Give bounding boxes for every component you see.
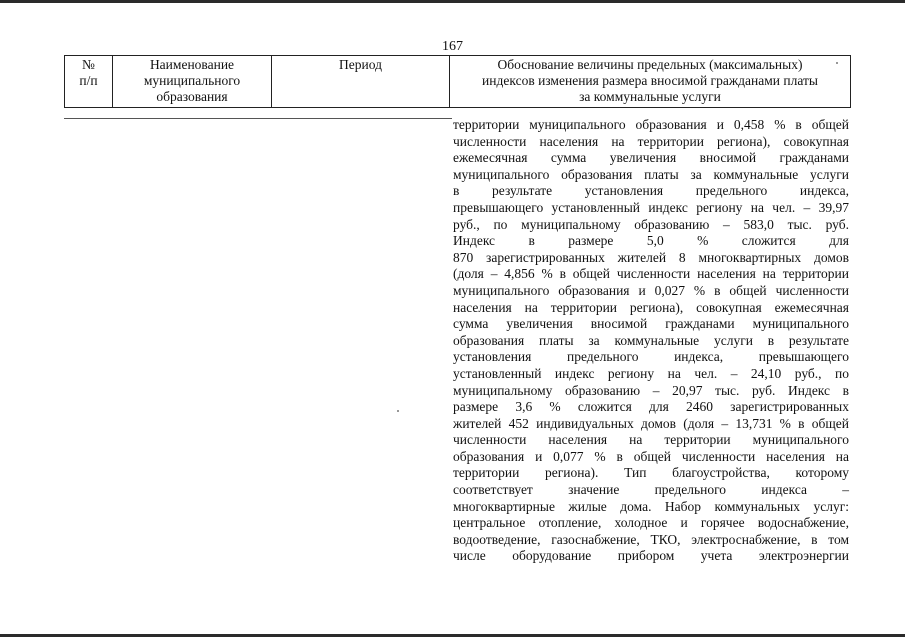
text-line: руб., по муниципальному образованию – 583,0 тыс. руб.: [453, 216, 849, 232]
header-row: [65, 56, 851, 108]
text-line: многоквартирные жилые дома. Набор коммунальных услуг:: [453, 498, 849, 514]
text-line: муниципальному образованию – 20,97 тыс. руб. Индекс в: [453, 382, 849, 398]
header-cell-basis: [450, 56, 851, 108]
text-line: размере 3,6 % сложится для 2460 зарегистрированных: [453, 399, 849, 415]
text-line: населения на территории региона), совокупная ежемесячная: [453, 299, 849, 315]
text-line: 870 зарегистрированных жителей 8 многоквартирных домов: [453, 249, 849, 265]
header-basis-line: за коммунальные услуги: [579, 89, 721, 104]
header-cell-municipality: [113, 56, 272, 108]
header-basis-line: Обоснование величины предельных (максимальных): [497, 57, 803, 72]
text-line: муниципального образования платы за коммунальные услуги: [453, 166, 849, 182]
text-line: центральное отопление, холодное и горячее водоснабжение,: [453, 515, 849, 531]
text-line: образования и 0,077 % в общей численности населения на: [453, 448, 849, 464]
header-cell-period: [272, 56, 450, 108]
text-line: числе оборудование прибором учета электроэнергии: [453, 548, 849, 564]
text-line: превышающего установленный индекс региону на чел. – 39,97: [453, 199, 849, 215]
text-line: численности населения на территории муниципального: [453, 432, 849, 448]
text-line: установленный индекс региону на чел. – 24,10 руб., по: [453, 365, 849, 381]
text-line: в результате установления предельного индекса,: [453, 183, 849, 199]
header-municipality-line: Наименование: [149, 57, 235, 72]
header-number-line: №: [82, 57, 95, 72]
text-line: образования платы за коммунальные услуги в результате: [453, 332, 849, 348]
left-column-rule: [64, 118, 452, 119]
text-line: территории муниципального образования и 0,458 % в общей: [453, 117, 849, 132]
header-municipality-line: муниципального: [143, 73, 241, 88]
text-line: территории региона). Тип благоустройства, которому: [453, 465, 849, 481]
basis-text-block: [453, 117, 849, 565]
text-line: ежемесячная сумма увеличения вносимой гражданами: [453, 150, 849, 166]
text-line: сумма увеличения вносимой гражданами муниципального: [453, 316, 849, 332]
scan-speck: [836, 62, 838, 64]
text-line: численности населения на территории региона), совокупная: [453, 133, 849, 149]
text-line: муниципального образования и 0,027 % в общей численности: [453, 282, 849, 298]
text-line: жителей 452 индивидуальных домов (доля – 13,731 % в общей: [453, 415, 849, 431]
header-municipality-line: образования: [156, 89, 228, 104]
header-number-line: п/п: [79, 73, 98, 88]
text-line: водоотведение, газоснабжение, ТКО, электроснабжение, в том: [453, 531, 849, 547]
header-period-line: Период: [339, 57, 382, 72]
text-line: (доля – 4,856 % в общей численности населения на территории: [453, 266, 849, 282]
scan-speck: [397, 410, 399, 412]
text-line: Индекс в размере 5,0 % сложится для: [453, 233, 849, 249]
page-number: 167: [442, 39, 463, 54]
header-table: [64, 55, 851, 108]
header-basis-line: индексов изменения размера вносимой гражданами платы: [482, 73, 818, 88]
scan-edge-top: [0, 0, 905, 3]
text-line: установления предельного индекса, превышающего: [453, 349, 849, 365]
text-line: соответствует значение предельного индекса –: [453, 482, 849, 498]
scan-edge-bottom: [0, 634, 905, 637]
header-cell-number: [65, 56, 113, 108]
